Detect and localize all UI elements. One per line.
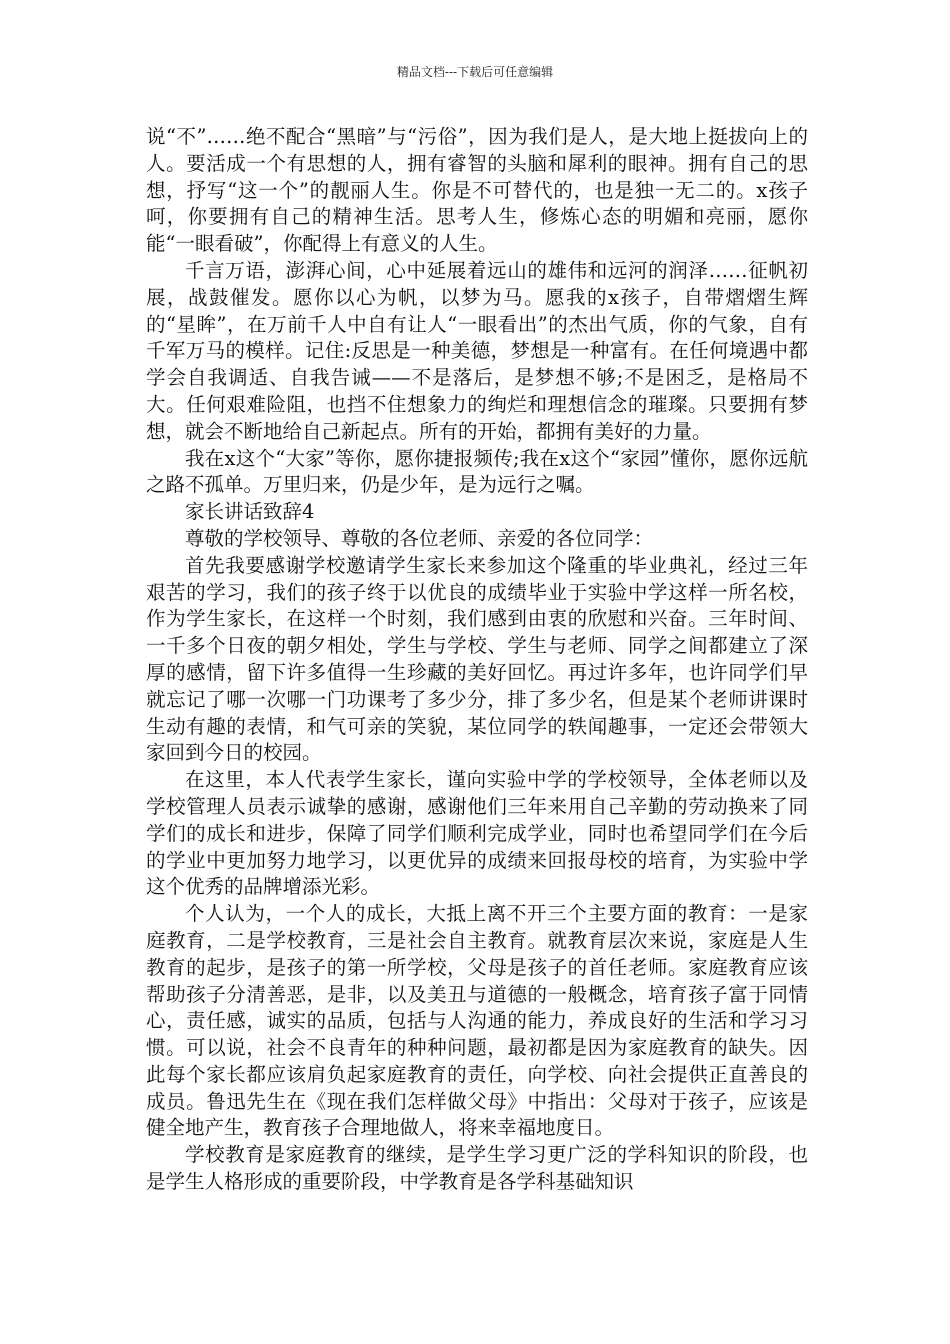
paragraph-6: 首先我要感谢学校邀请学生家长来参加这个隆重的毕业典礼，经过三年艰苦的学习，我们的孩子终于以优良的成绩毕业于实验中学这样一所名校，作为学生家长，在这样一个时刻，我们感到由衷的欣慰和兴奋。三年时间、一千多个日夜的朝夕相处，学生与学校、学生与老师、同学之间都建立了深厚的感情，留下许多值得一生珍藏的美好回忆。再过许多年，也许同学们早就忘记了哪一次哪一门功课考了多少分，排了多少名，但是某个老师讲课时生动有趣的表情，和气可亲的笑貌，某位同学的轶闻趣事，一定还会带领大家回到今日的校园。 — [146, 553, 808, 765]
paragraph-8: 个人认为，一个人的成长，大抵上离不开三个主要方面的教育：一是家庭教育，二是学校教育，三是社会自主教育。就教育层次来说，家庭是人生教育的起步，是孩子的第一所学校，父母是孩子的首任老师。家庭教育应该帮助孩子分清善恶，是非，以及美丑与道德的一般概念，培育孩子富于同情心，责任感，诚实的品质，包括与人沟通的能力，养成良好的生活和学习习惯。可以说，社会不良青年的种种问题，最初都是因为家庭教育的缺失。因此每个家长都应该肩负起家庭教育的责任，向学校、向社会提供正直善良的成员。鲁迅先生在《现在我们怎样做父母》中指出：父母对于孩子，应该是健全地产生，教育孩子合理地做人，将来幸福地度日。 — [146, 902, 808, 1140]
paragraph-1: 说“不”……绝不配合“黑暗”与“污俗”，因为我们是人，是大地上挺拔向上的人。要活成一个有思想的人，拥有睿智的头脑和犀利的眼神。拥有自己的思想，抒写“这一个”的靓丽人生。你是不可替代的，也是独一无二的。x孩子呵，你要拥有自己的精神生活。思考人生，修炼心态的明媚和亮丽，愿你能“一眼看破”，你配得上有意义的人生。 — [146, 125, 808, 256]
paragraph-7: 在这里，本人代表学生家长，谨向实验中学的学校领导，全体老师以及学校管理人员表示诚挚的感谢，感谢他们三年来用自己辛勤的劳动换来了同学们的成长和进步，保障了同学们顺利完成学业，同时也希望同学们在今后的学业中更加努力地学习，以更优异的成绩来回报母校的培育，为实验中学这个优秀的品牌增添光彩。 — [146, 768, 808, 899]
page-header: 精品文档---下载后可任意编辑 — [396, 65, 554, 79]
paragraph-3: 我在x这个“大家”等你，愿你捷报频传;我在x这个“家园”懂你，愿你远航之路不孤单。万里归来，仍是少年，是为远行之嘱。 — [146, 446, 808, 497]
document-body — [146, 124, 808, 1196]
salutation: 尊敬的学校领导、尊敬的各位老师、亲爱的各位同学： — [185, 526, 654, 550]
paragraph-9: 学校教育是家庭教育的继续，是学生学习更广泛的学科知识的阶段，也是学生人格形成的重要阶段，中学教育是各学科基础知识 — [146, 1143, 808, 1194]
section-title: 家长讲话致辞4 — [185, 500, 315, 524]
paragraph-2: 千言万语，澎湃心间，心中延展着远山的雄伟和远河的润泽……征帆初展，战鼓催发。愿你以心为帆，以梦为马。愿我的x孩子，自带熠熠生辉的“星眸”，在万前千人中自有让人“一眼看出”的杰出气质，你的气象，自有千军万马的模样。记住:反思是一种美德，梦想是一种富有。在任何境遇中都学会自我调适、自我告诫——不是落后，是梦想不够;不是困乏，是格局不大。任何艰难险阻，也挡不住想象力的绚烂和理想信念的璀璨。只要拥有梦想，就会不断地给自己新起点。所有的开始，都拥有美好的力量。 — [146, 258, 808, 443]
